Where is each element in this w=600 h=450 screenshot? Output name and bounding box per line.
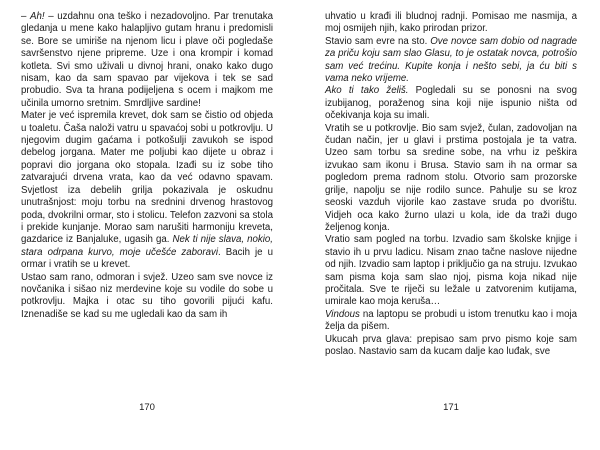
text-run: – uzdahnu ona teško i nezadovoljno. Par trenutaka gledanja u mene kako halapljivo gutam hranu i predomisli se. Bore se umiriše na njenom licu i plave oči pogledaše savršenstvo njene pripreme. Uze i ona krompir i komad kotleta. Svi smo uživali u divnoj hrani, onako kako dugo nisam, kao da sam spavao par vijekova i tek se sad probudio. Sva ta hrana podijeljena s ocem i majkom me učinila umorno sretnim. Smrdljive sardine! bbox=[21, 11, 273, 109]
paragraph bbox=[21, 272, 273, 322]
right-page bbox=[325, 0, 577, 450]
text-run: Vratih se u potkrovlje. Bio sam svjež, čulan, zadovoljan na čudan način, jer u glavi i prstima postojala je ta vatra. Uzeo sam torbu sa sredine sobe, na vrhu iz peškira izvukao sam ikonu i Brusa. Stavio sam ih na ormar sa pogledom prema radnom stolu. Otvorio sam prozorske grilje, napolju se nije rodilo sunce. Pahulje su se kroz seoski vazduh vijorile kao zastave sruda po dvorištu. Vidjeh oca kako žurno ulazi u kola, ide da traži dugo željenog konja. bbox=[325, 122, 577, 233]
paragraph bbox=[325, 123, 577, 235]
italic-text: Ah! bbox=[30, 11, 45, 22]
left-page bbox=[21, 0, 273, 450]
paragraph bbox=[325, 11, 577, 36]
paragraph bbox=[325, 234, 577, 308]
paragraph bbox=[21, 11, 273, 110]
paragraph bbox=[325, 36, 577, 86]
italic-text: Nek ti nije slava, nokio, stara odrpana kurvo, moje učešće zaboravi bbox=[21, 234, 273, 258]
text-run: Ustao sam rano, odmoran i svjež. Uzeo sam sve novce iz novčanika i sišao niz merdevine koje su vodile do sobe u potkrovlju. Majka i otac su tiho govorili pijući kafu. Iznenadiše se kad su me ugledali kao da sam ih bbox=[21, 271, 273, 320]
left-page-number: 170 bbox=[139, 402, 155, 413]
right-page-text bbox=[325, 11, 577, 358]
paragraph bbox=[325, 309, 577, 334]
text-run: uhvatio u krađi ili bludnoj radnji. Pomisao me nasmija, a moj osmijeh njih, kako prirodan prizor. bbox=[325, 11, 577, 35]
italic-text: Ako ti tako želiš. bbox=[325, 85, 409, 97]
left-page-text bbox=[21, 11, 273, 321]
paragraph bbox=[325, 334, 577, 359]
right-page-number: 171 bbox=[443, 402, 459, 413]
paragraph bbox=[21, 110, 273, 271]
italic-text: Vindous bbox=[325, 308, 360, 320]
text-run: Pogledali su se ponosni na svog izubijanog, poraženog sina koji nije ispunio ništa od očekivanja koja su imali. bbox=[325, 85, 577, 122]
text-run: – bbox=[21, 11, 31, 22]
text-run: Stavio sam evre na sto. bbox=[325, 35, 431, 47]
text-run: Ukucah prva glava: prepisao sam prvo pismo koje sam poslao. Nastavio sam da kucam dalje kao luđak, sve bbox=[325, 333, 577, 357]
italic-text: Ove novce sam dobio od nagrade za priču koju sam slao Glasu, to je ostatak novca, potrošio sam već trećinu. Kupite konja i nešto sebi, ja ću biti s vama neko vrijeme. bbox=[325, 35, 577, 85]
paragraph bbox=[325, 85, 577, 122]
text-run: na laptopu se probudi u istom trenutku kao i moja želja da pišem. bbox=[325, 308, 577, 333]
text-run: Mater je već ispremila krevet, dok sam se čistio od objeda u toaletu. Čaša naloži vatru u spavaćoj sobi u potkrovlju. U njegovim dugim gaćama i potkošulji zavukoh se ispod debelog jorgana. Mater me poljubi kao dijete u obraz i popravi dio jorgana oko stopala. Izađi su iz sobe tiho zatvarajući drvena vrata, kao da već odavno spavam. Svjetlost iza debelih grilja pokazivala je oskudnu unutrašnjost: moju torbu na srednini drvenog hrastovog poda, dvokrilni ormar, sto i stolicu. Telefon zazvoni sa stola i prekide kunjanje. Morao sam narušiti harmoniju kreveta, gazdarice iz Banjaluke, ugasih ga. bbox=[21, 110, 273, 246]
text-run: Vratio sam pogled na torbu. Izvadio sam školske knjige i stavio ih u prvu ladicu. Nisam znao tačne naslove nijedne od njih. Izvadio sam laptop i priključio ga na struju. Izvukao sam pisma koja sam slao njoj, pisma koja nikad nije pročitala. Sve te riječi su ležale u zatvorenim kutijama, umirale kao moja keruša… bbox=[325, 234, 578, 308]
text-run: . Bacih je u ormar i vratih se u krevet. bbox=[21, 246, 273, 271]
